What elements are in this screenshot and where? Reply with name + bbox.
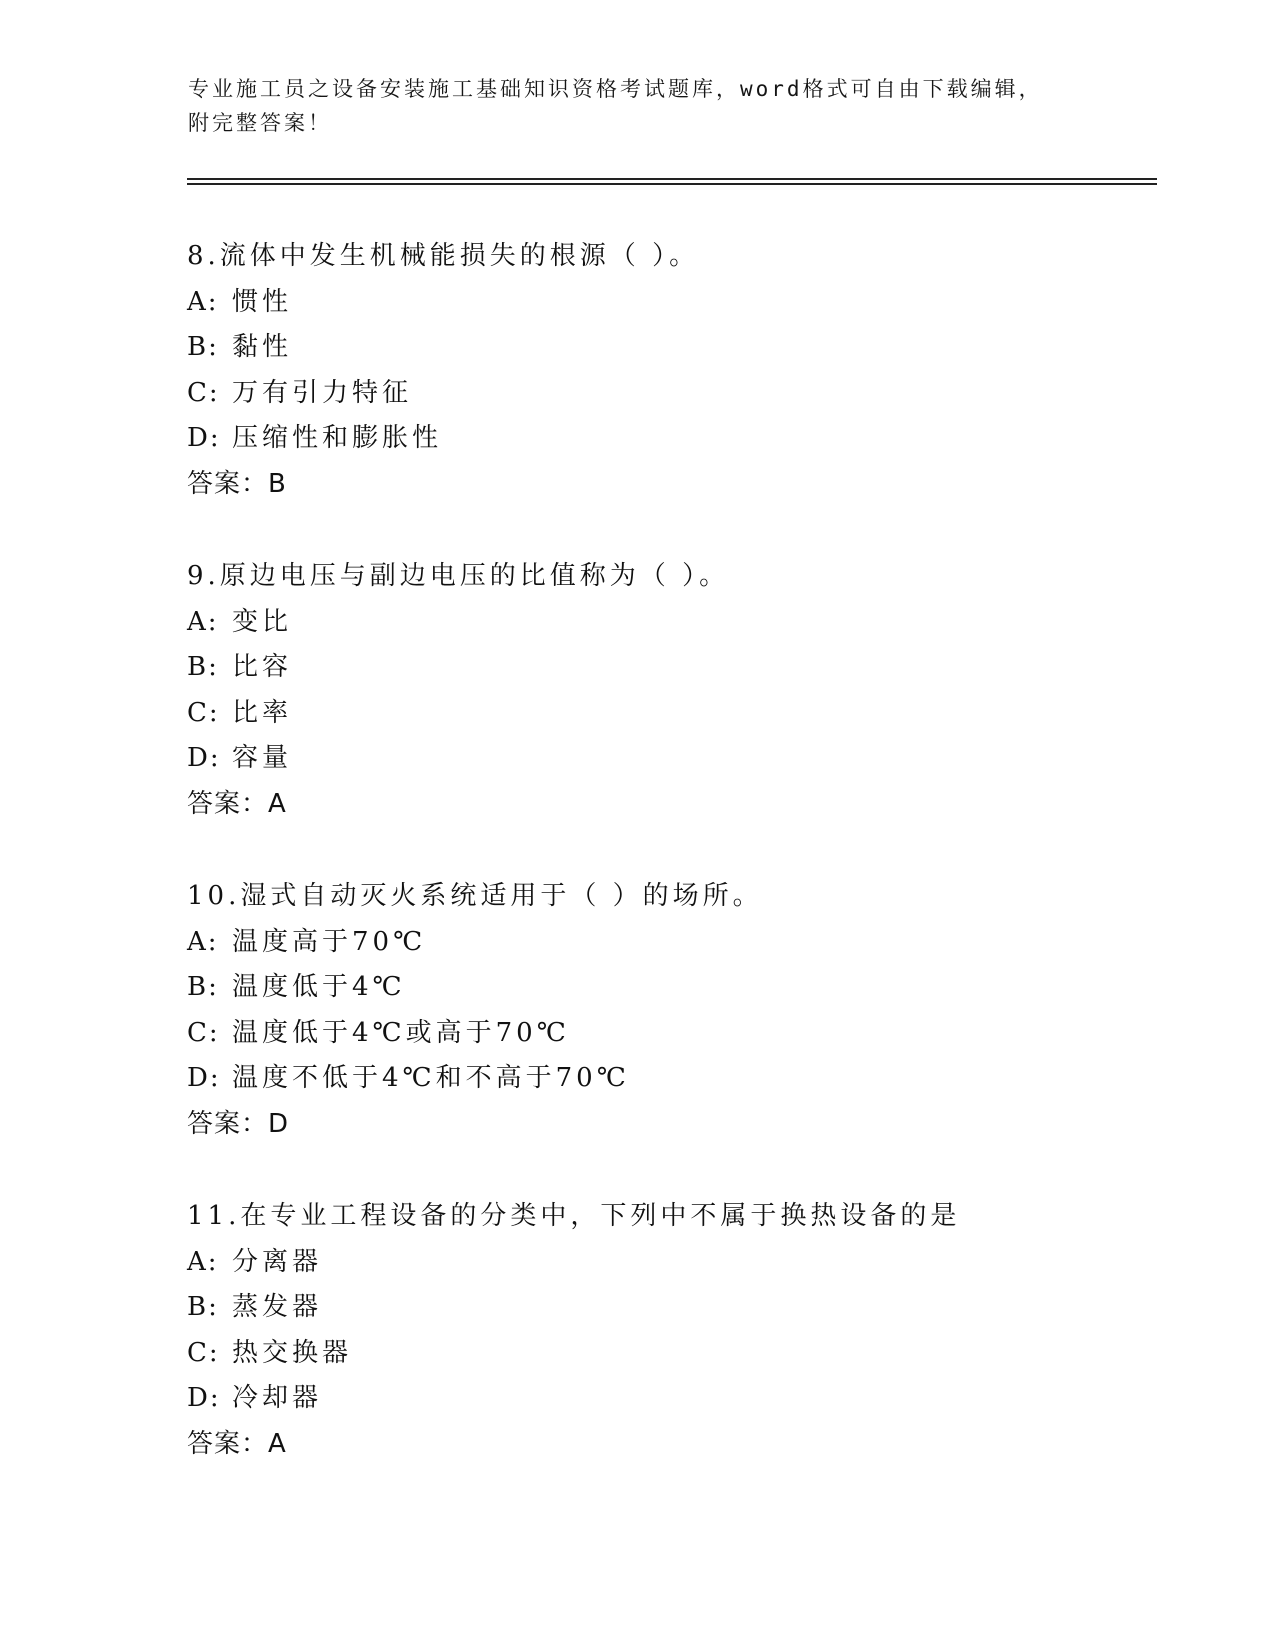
- option-a: [187, 600, 1187, 646]
- option-text: 比率: [232, 697, 293, 728]
- option-text: 容量: [232, 743, 293, 773]
- header-divider-top: [187, 178, 1157, 180]
- question-text: 10.湿式自动灭火系统适用于（ ）的场所。: [187, 881, 763, 911]
- option-letter: C:: [187, 1337, 220, 1368]
- option-a: [187, 1240, 1187, 1286]
- option-letter: C:: [187, 1017, 220, 1048]
- answer-line: 答案：B: [187, 468, 287, 499]
- answer-line: 答案：A: [187, 788, 287, 819]
- option-d: [187, 1376, 1187, 1422]
- option-letter: B:: [187, 332, 219, 362]
- option-c: [187, 371, 1187, 417]
- option-letter: A:: [187, 286, 219, 317]
- option-b: [187, 325, 1187, 371]
- option-b: [187, 645, 1187, 691]
- option-d: [187, 416, 1187, 462]
- option-b: [187, 965, 1187, 1011]
- option-a: [187, 920, 1187, 966]
- header-divider-bottom: [187, 183, 1157, 185]
- question-block: [187, 874, 1187, 1147]
- option-letter: D:: [187, 1063, 221, 1093]
- option-text: 冷却器: [232, 1383, 323, 1413]
- option-c: [187, 691, 1187, 737]
- option-text: 热交换器: [232, 1337, 353, 1368]
- option-text: 黏性: [232, 332, 293, 362]
- question-text: 11.在专业工程设备的分类中，下列中不属于换热设备的是: [187, 1201, 961, 1231]
- option-letter: A:: [187, 1246, 219, 1277]
- header-line-1: 专业施工员之设备安装施工基础知识资格考试题库，word格式可自由下载编辑，: [188, 77, 1043, 101]
- answer-line: 答案：D: [187, 1108, 290, 1139]
- option-letter: A:: [187, 926, 219, 957]
- question-block: [187, 234, 1187, 507]
- document-header: [188, 72, 1068, 140]
- option-c: [187, 1011, 1187, 1057]
- question-block: [187, 1194, 1187, 1467]
- option-a: [187, 280, 1187, 326]
- option-b: [187, 1285, 1187, 1331]
- option-letter: C:: [187, 377, 220, 408]
- option-text: 温度不低于4℃和不高于70℃: [232, 1063, 630, 1093]
- question-text: 9.原边电压与副边电压的比值称为（ ）。: [187, 561, 730, 591]
- question-text: 8.流体中发生机械能损失的根源（ ）。: [187, 241, 700, 271]
- option-text: 分离器: [232, 1246, 323, 1277]
- option-text: 压缩性和膨胀性: [232, 423, 443, 453]
- option-c: [187, 1331, 1187, 1377]
- answer-line: 答案：A: [187, 1428, 287, 1459]
- option-letter: D:: [187, 743, 221, 773]
- option-text: 温度高于70℃: [232, 926, 427, 957]
- option-letter: D:: [187, 1383, 221, 1413]
- option-letter: B:: [187, 1292, 219, 1322]
- option-letter: C:: [187, 697, 220, 728]
- option-letter: A:: [187, 606, 219, 637]
- option-letter: B:: [187, 972, 219, 1002]
- option-text: 比容: [232, 652, 293, 682]
- option-d: [187, 1056, 1187, 1102]
- option-text: 变比: [232, 606, 293, 637]
- header-line-2: 附完整答案！: [188, 111, 332, 135]
- question-block: [187, 554, 1187, 827]
- option-d: [187, 736, 1187, 782]
- option-text: 蒸发器: [232, 1292, 323, 1322]
- option-text: 温度低于4℃或高于70℃: [232, 1017, 570, 1048]
- option-text: 万有引力特征: [232, 377, 413, 408]
- option-text: 惯性: [232, 286, 293, 317]
- option-letter: B:: [187, 652, 219, 682]
- option-text: 温度低于4℃: [232, 972, 406, 1002]
- option-letter: D:: [187, 423, 221, 453]
